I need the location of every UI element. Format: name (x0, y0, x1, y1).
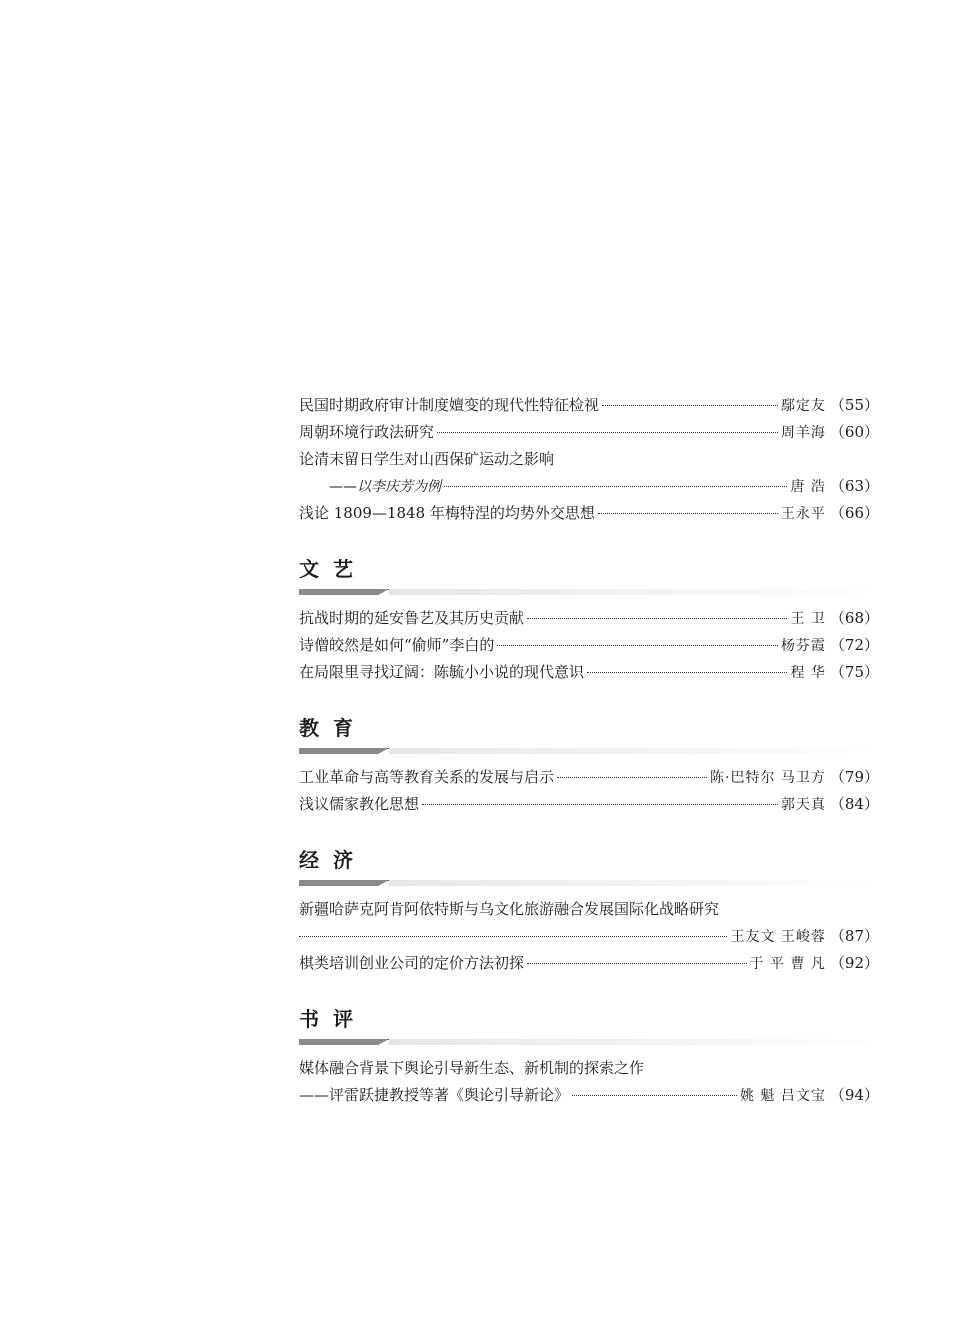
entry-subtitle: ——以李庆芳为例 (329, 479, 441, 495)
toc-entry[interactable] (299, 392, 879, 419)
entry-author: 周羊海 (780, 425, 826, 441)
entry-author: 杨芬霞 (780, 638, 826, 654)
entry-title: 新疆哈萨克阿肯阿依特斯与乌文化旅游融合发展国际化战略研究 (299, 900, 720, 918)
entry-author: 郭天真 (780, 797, 826, 813)
entry-title: 浅议儒家教化思想 (299, 795, 420, 813)
dot-leader (602, 405, 778, 406)
entry-page: （75） (829, 663, 879, 681)
toc-section-book-review (299, 1003, 879, 1109)
table-of-contents (299, 392, 879, 1109)
entry-page: （60） (829, 423, 879, 441)
dot-leader (444, 486, 787, 487)
dot-leader (422, 804, 778, 805)
toc-entry[interactable] (299, 764, 879, 791)
toc-entry[interactable] (299, 950, 879, 977)
entry-author: 鄢定友 (780, 398, 826, 414)
toc-entry[interactable] (299, 791, 879, 818)
entry-page: （72） (829, 636, 879, 654)
toc-entry[interactable] (299, 659, 879, 686)
entry-author: 程 华 (790, 665, 826, 681)
dot-leader (572, 1095, 737, 1096)
entry-title: 媒体融合背景下舆论引导新生态、新机制的探索之作 (299, 1059, 645, 1077)
entry-author: 于 平 曹 凡 (749, 956, 826, 972)
toc-entry-continuation[interactable] (299, 923, 879, 950)
section-heading: 书评 (299, 1007, 367, 1031)
toc-section-arts (299, 553, 879, 686)
entry-title: 在局限里寻找辽阔：陈毓小小说的现代意识 (299, 663, 585, 681)
entry-title: 诗僧皎然是如何“偷师”李白的 (299, 636, 495, 654)
entry-subtitle: ——评雷跃捷教授等著《舆论引导新论》 (299, 1086, 570, 1104)
entry-page: （92） (829, 954, 879, 972)
entry-page: （68） (829, 609, 879, 627)
section-heading: 文艺 (299, 557, 367, 581)
toc-entry[interactable] (299, 605, 879, 632)
entry-page: （84） (829, 795, 879, 813)
toc-group-top (299, 392, 879, 527)
toc-entry[interactable] (299, 446, 879, 473)
dot-leader (587, 672, 787, 673)
toc-entry[interactable] (299, 896, 879, 923)
entry-author: 王友文 王峻蓉 (730, 929, 826, 945)
entry-title: 抗战时期的延安鲁艺及其历史贡献 (299, 609, 525, 627)
section-heading: 经济 (299, 848, 367, 872)
dot-leader (299, 936, 727, 937)
entry-title: 棋类培训创业公司的定价方法初探 (299, 954, 525, 972)
dot-leader (557, 777, 707, 778)
entry-title: 周朝环境行政法研究 (299, 423, 435, 441)
entry-title: 论清末留日学生对山西保矿运动之影响 (299, 450, 555, 468)
toc-entry[interactable] (299, 419, 879, 446)
entry-page: （79） (829, 768, 879, 786)
entry-title: 浅论 1809—1848 年梅特涅的均势外交思想 (299, 504, 595, 522)
entry-title: 民国时期政府审计制度嬗变的现代性特征检视 (299, 396, 600, 414)
entry-page: （66） (829, 504, 879, 522)
section-heading: 教育 (299, 716, 367, 740)
toc-section-economy (299, 844, 879, 977)
dot-leader (437, 432, 778, 433)
entry-author: 唐 浩 (790, 479, 826, 495)
section-rule (299, 876, 879, 886)
toc-entry[interactable] (299, 1055, 879, 1082)
dot-leader (598, 513, 778, 514)
entry-author: 陈·巴特尔 马卫方 (710, 770, 826, 786)
dot-leader (527, 963, 747, 964)
entry-author: 王永平 (780, 506, 826, 522)
entry-author: 姚 魁 吕文宝 (740, 1088, 826, 1104)
section-rule (299, 585, 879, 595)
toc-entry[interactable] (299, 500, 879, 527)
entry-page: （55） (829, 396, 879, 414)
dot-leader (497, 645, 778, 646)
toc-section-education (299, 712, 879, 818)
toc-entry[interactable] (299, 632, 879, 659)
entry-page: （94） (829, 1086, 879, 1104)
toc-entry-subtitle[interactable] (299, 473, 879, 500)
entry-page: （63） (829, 477, 879, 495)
toc-entry-subtitle[interactable] (299, 1082, 879, 1109)
entry-title: 工业革命与高等教育关系的发展与启示 (299, 768, 555, 786)
entry-author: 王 卫 (790, 611, 826, 627)
entry-page: （87） (829, 927, 879, 945)
dot-leader (527, 618, 787, 619)
section-rule (299, 1035, 879, 1045)
section-rule (299, 744, 879, 754)
